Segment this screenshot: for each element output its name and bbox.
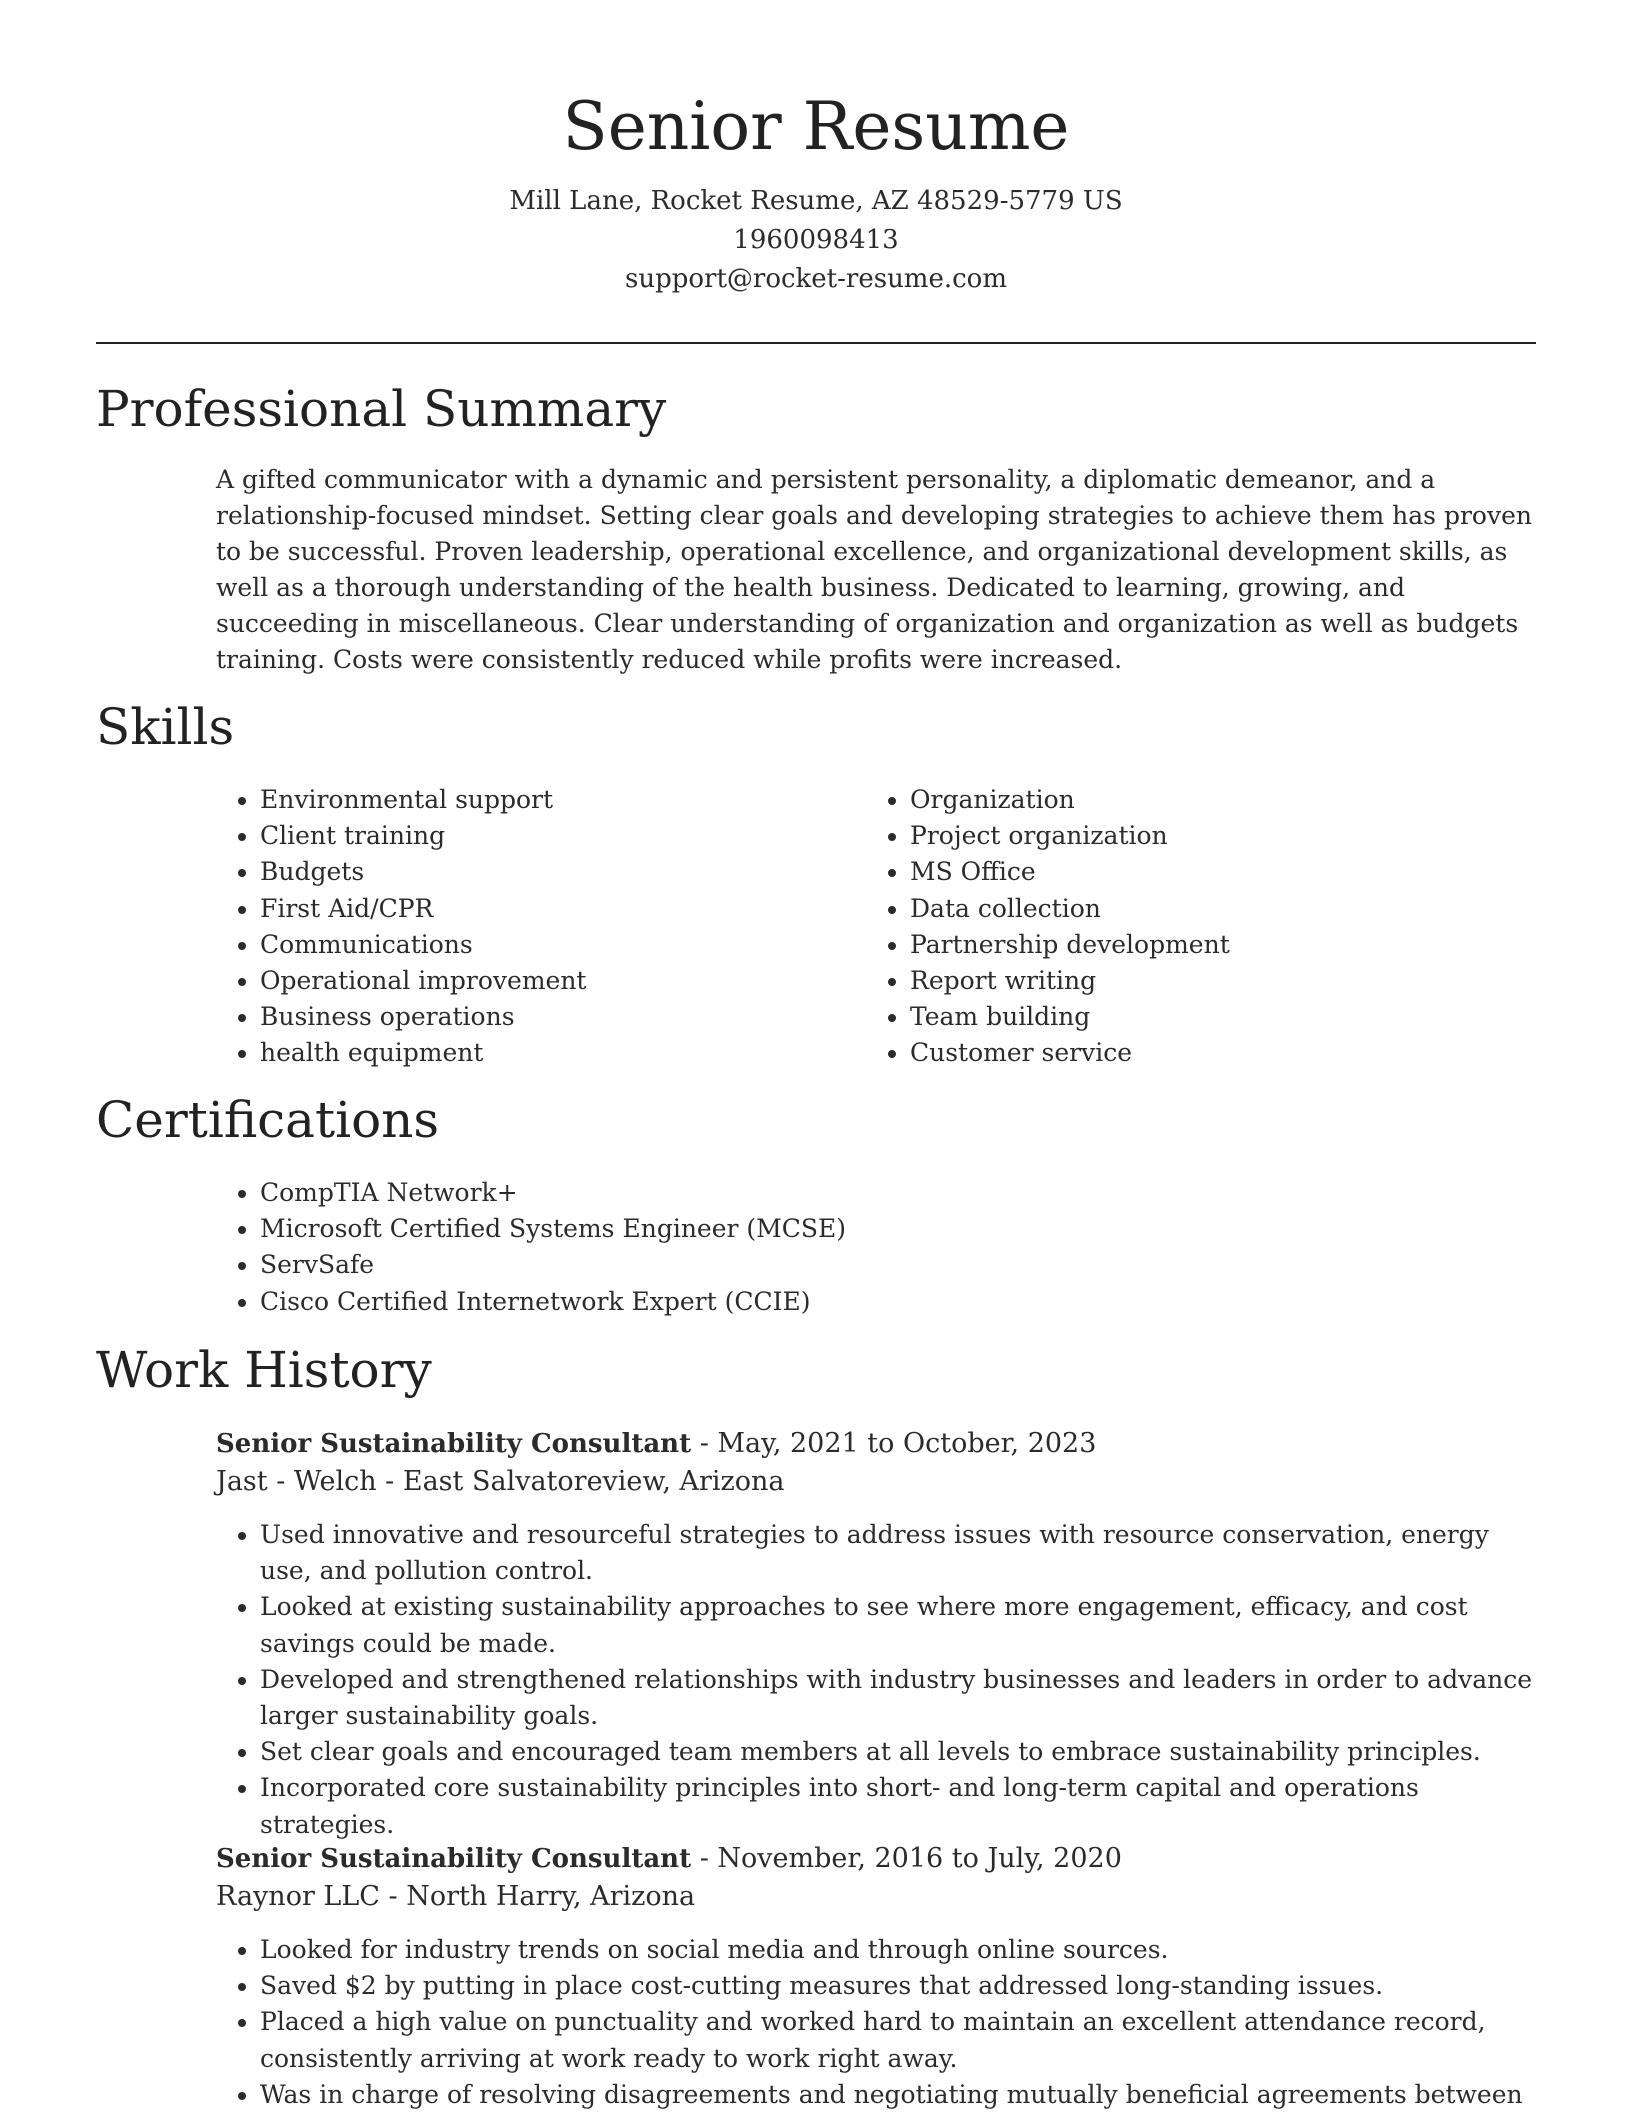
skill-item: • Environmental support bbox=[260, 782, 856, 818]
skill-item: • health equipment bbox=[260, 1035, 856, 1071]
job-dates: November, 2016 to July, 2020 bbox=[717, 1843, 1122, 1874]
skill-item: • Organization bbox=[910, 782, 1506, 818]
skill-item: • Communications bbox=[260, 927, 856, 963]
resume-name: Senior Resume bbox=[562, 88, 1070, 165]
certification-item: • Cisco Certified Internetwork Expert (CCIE) bbox=[260, 1284, 1536, 1320]
skill-item: • Report writing bbox=[910, 963, 1506, 999]
job-bullet: • Set clear goals and encouraged team members at all levels to embrace sustainability principles. bbox=[260, 1734, 1536, 1770]
job-title: Senior Sustainability Consultant bbox=[216, 1429, 692, 1459]
skill-item: • Client training bbox=[260, 818, 856, 854]
contact-address: Mill Lane, Rocket Resume, AZ 48529-5779 US bbox=[509, 186, 1123, 216]
skill-item: • Team building bbox=[910, 999, 1506, 1035]
skill-item: • Project organization bbox=[910, 818, 1506, 854]
job-company-line: Jast - Welch - East Salvatoreview, Arizona bbox=[216, 1466, 785, 1497]
job-bullet: • Looked for industry trends on social media and through online sources. bbox=[260, 1932, 1536, 1968]
job-bullet: • Used innovative and resourceful strategies to address issues with resource conservation, energy use, and pollution control. bbox=[260, 1517, 1536, 1589]
skills-right-list bbox=[866, 782, 1506, 1072]
skills-right-column bbox=[866, 782, 1506, 1072]
job-title-line bbox=[216, 1840, 1536, 1878]
certifications-list-wrap bbox=[216, 1175, 1536, 1320]
summary-text: A gifted communicator with a dynamic and persistent personality, a diplomatic demeanor, and a relationship-focused mindset. Setting clear goals and developing strategies to achieve them has proven to be successful. Proven leadership, operational excellence, and organizational development skills, as well as a thorough understanding of the health business. Dedicated to learning, growing, and succeeding in miscellaneous. Clear understanding of organization and organization as well as budgets training. Costs were consistently reduced while profits were increased. bbox=[216, 465, 1532, 674]
resume-header bbox=[96, 80, 1536, 299]
skills-left-list bbox=[216, 782, 856, 1072]
job-bullets bbox=[216, 1517, 1536, 1843]
job-company-line: Raynor LLC - North Harry, Arizona bbox=[216, 1881, 696, 1912]
certification-item: • CompTIA Network+ bbox=[260, 1175, 1536, 1211]
skill-item: • Data collection bbox=[910, 891, 1506, 927]
job-separator: - bbox=[691, 1843, 718, 1874]
job-title-line bbox=[216, 1425, 1536, 1463]
skill-item: • Partnership development bbox=[910, 927, 1506, 963]
header-divider bbox=[96, 342, 1536, 344]
skill-item: • Operational improvement bbox=[260, 963, 856, 999]
contact-email: support@rocket-resume.com bbox=[624, 264, 1007, 294]
job-bullet: • Looked at existing sustainability approaches to see where more engagement, efficacy, and cost savings could be made. bbox=[260, 1589, 1536, 1661]
job-bullet: • Developed and strengthened relationships with industry businesses and leaders in order to advance larger sustainability goals. bbox=[260, 1662, 1536, 1734]
skill-item: • First Aid/CPR bbox=[260, 891, 856, 927]
certifications-heading: Certifications bbox=[96, 1091, 440, 1149]
skills-left-column bbox=[216, 782, 856, 1072]
skill-item: • Customer service bbox=[910, 1035, 1506, 1071]
job-bullets bbox=[216, 1932, 1536, 2113]
job-title: Senior Sustainability Consultant bbox=[216, 1844, 692, 1874]
certification-item: • ServSafe bbox=[260, 1247, 1536, 1283]
skill-item: • MS Office bbox=[910, 854, 1506, 890]
job-separator: - bbox=[691, 1428, 718, 1459]
job-bullet: • Placed a high value on punctuality and worked hard to maintain an excellent attendance record, consistently arriving at work ready to work right away. bbox=[260, 2004, 1536, 2076]
job-bullet: • Was in charge of resolving disagreements and negotiating mutually beneficial agreements between bbox=[260, 2077, 1536, 2113]
certifications-list bbox=[216, 1175, 1536, 1320]
skills-heading: Skills bbox=[96, 698, 235, 756]
job-entry bbox=[216, 1840, 1536, 2113]
work-history-heading: Work History bbox=[96, 1341, 432, 1399]
summary-heading: Professional Summary bbox=[96, 380, 667, 438]
certification-item: • Microsoft Certified Systems Engineer (MCSE) bbox=[260, 1211, 1536, 1247]
job-bullet: • Incorporated core sustainability principles into short- and long-term capital and operations strategies. bbox=[260, 1770, 1536, 1842]
skill-item: • Business operations bbox=[260, 999, 856, 1035]
job-dates: May, 2021 to October, 2023 bbox=[717, 1428, 1097, 1459]
job-entry bbox=[216, 1425, 1536, 1843]
skill-item: • Budgets bbox=[260, 854, 856, 890]
job-bullet: • Saved $2 by putting in place cost-cutting measures that addressed long-standing issues. bbox=[260, 1968, 1536, 2004]
contact-phone: 1960098413 bbox=[733, 225, 899, 255]
